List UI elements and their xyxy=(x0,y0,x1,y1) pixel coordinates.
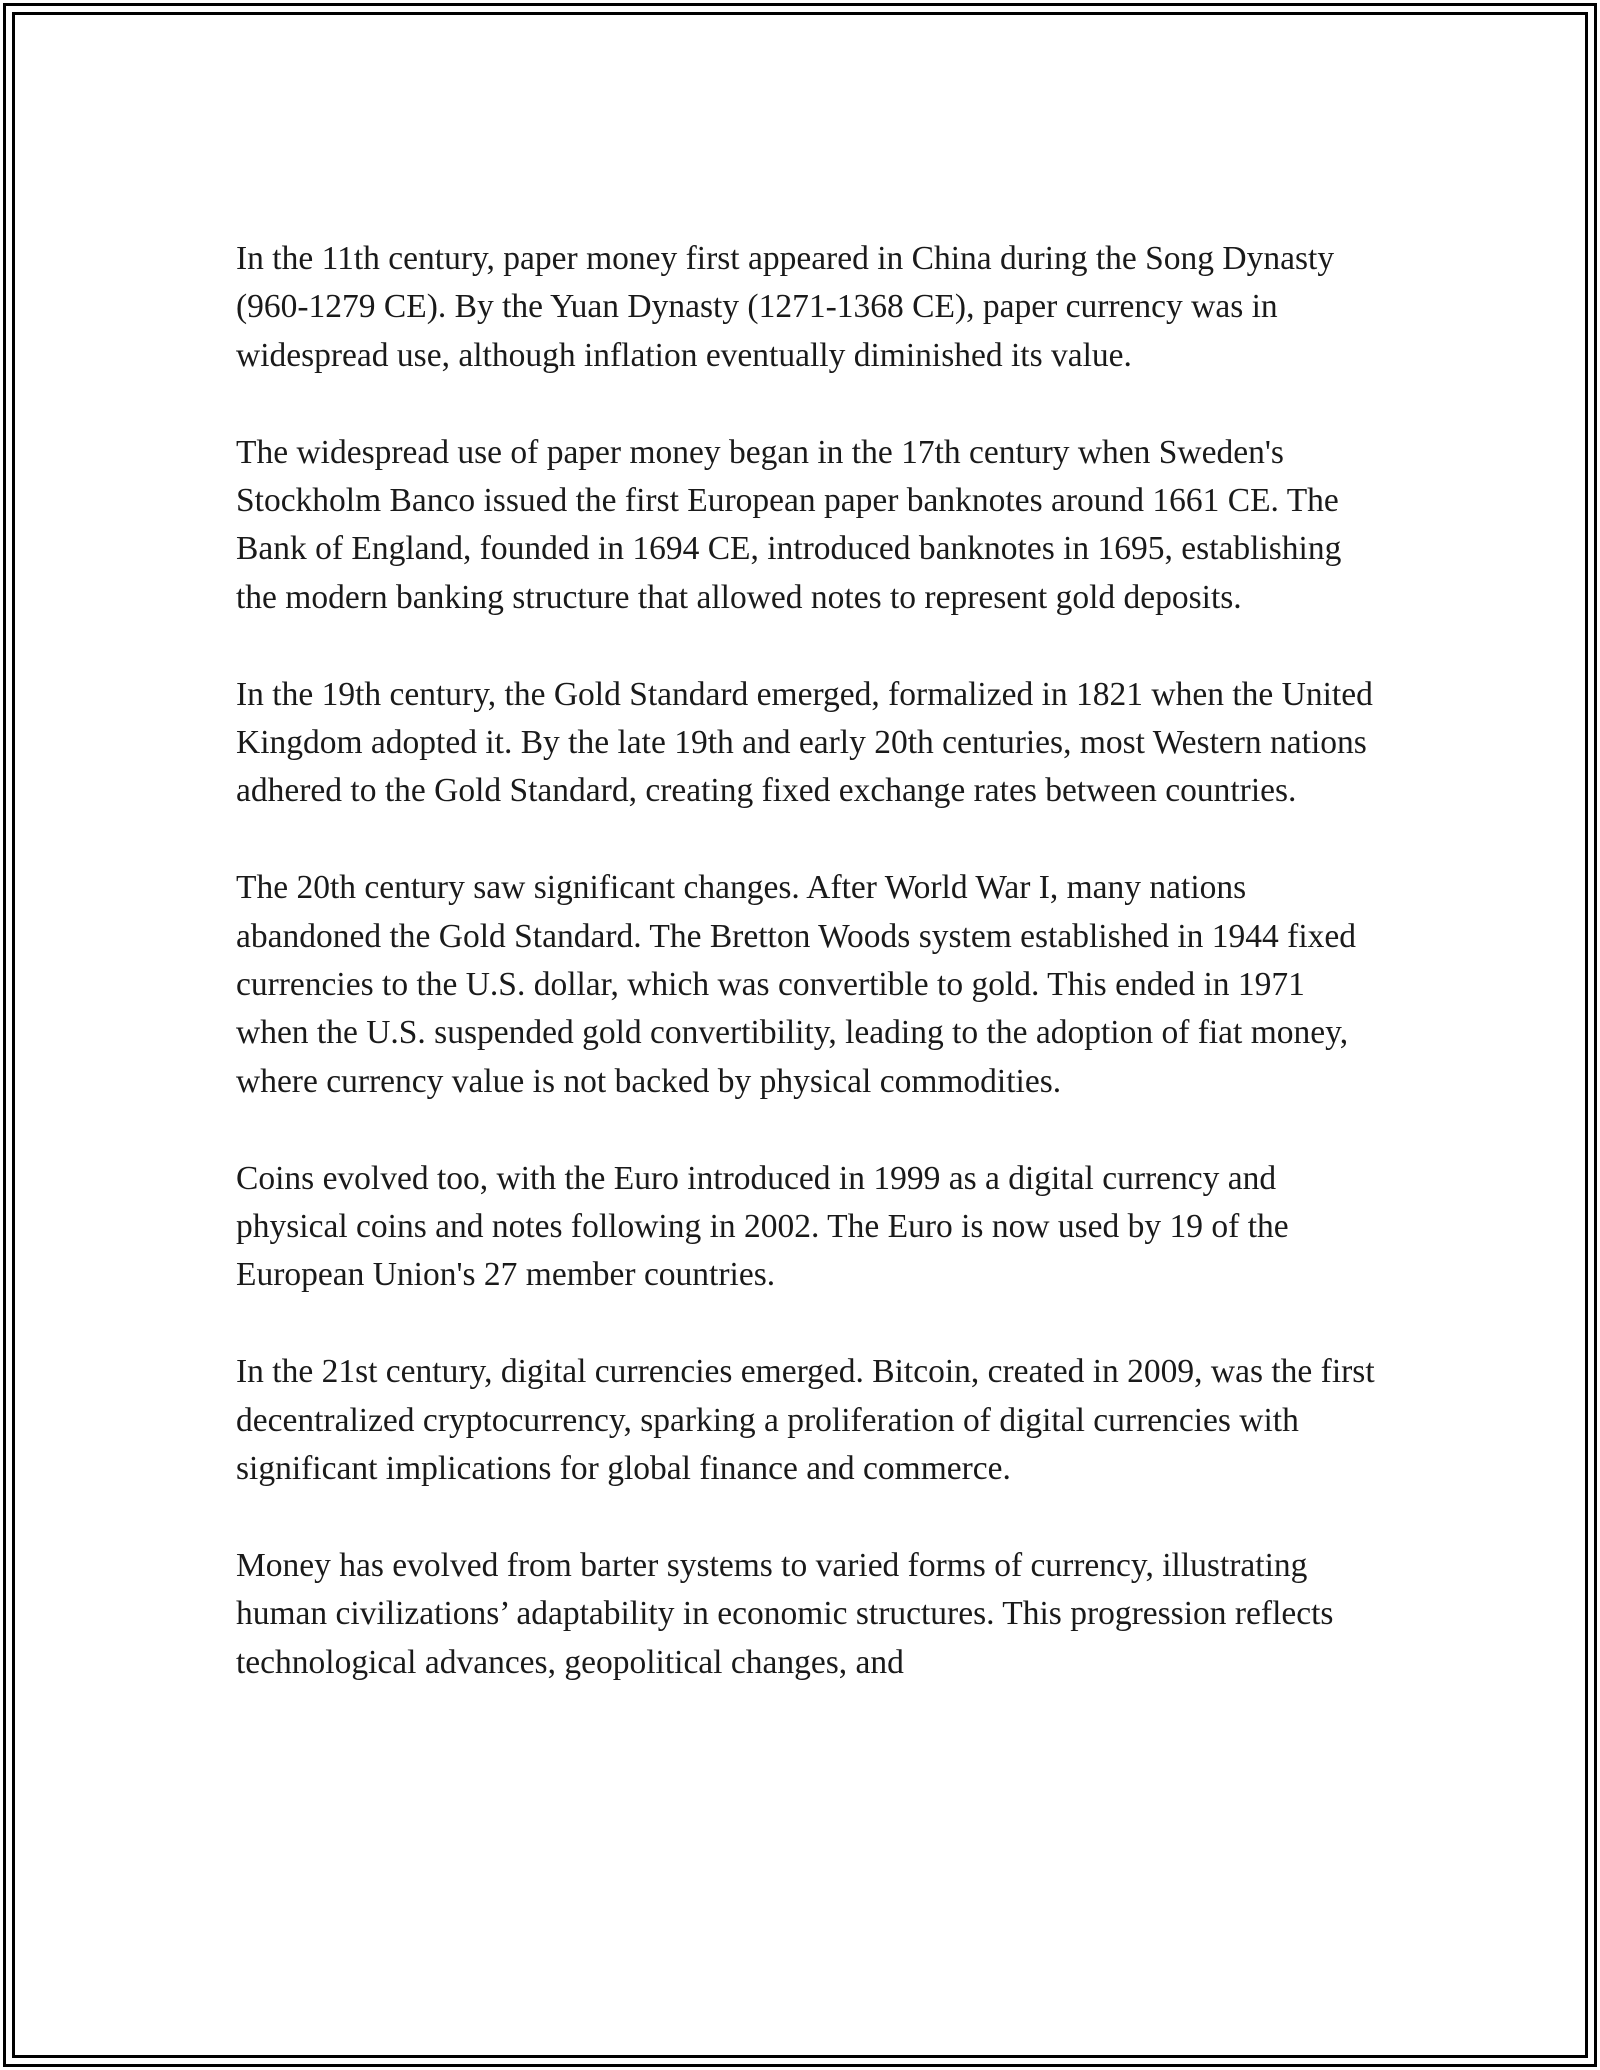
paragraph-european-banknotes: The widespread use of paper money began in the 17th century when Sweden's Stockholm Banco issued the first European paper banknotes around 1661 CE. The Bank of England, founded in 1694 CE, introduced banknotes in 1695, establishing the modern banking structure that allowed notes to represent gold deposits. xyxy=(236,433,1342,616)
document-body xyxy=(236,235,1376,1735)
paragraph-gold-standard: In the 19th century, the Gold Standard emerged, formalized in 1821 when the United Kingdom adopted it. By the late 19th and early 20th centuries, most Western nations adhered to the Gold Standard, creating fixed exchange rates between countries. xyxy=(236,675,1373,810)
paragraph-paper-money-china: In the 11th century, paper money first appeared in China during the Song Dynasty (960-1279 CE). By the Yuan Dynasty (1271-1368 CE), paper currency was in widespread use, although inflation eventually diminished its value. xyxy=(236,240,1335,374)
paragraph-conclusion: Money has evolved from barter systems to varied forms of currency, illustrating human civilizations’ adaptability in economic structures. This progression reflects technological advances, geopolitical changes, and xyxy=(236,1546,1334,1681)
paragraph-digital-currencies: In the 21st century, digital currencies emerged. Bitcoin, created in 2009, was the first decentralized cryptocurrency, sparking a proliferation of digital currencies with significant implications for global finance and commerce. xyxy=(236,1353,1375,1488)
paragraph-euro: Coins evolved too, with the Euro introduced in 1999 as a digital currency and physical coins and notes following in 2002. The Euro is now used by 19 of the European Union's 27 member countries. xyxy=(236,1159,1289,1294)
paragraph-20th-century: The 20th century saw significant changes. After World War I, many nations abandoned the Gold Standard. The Bretton Woods system established in 1944 fixed currencies to the U.S. dollar, which was convertible to gold. This ended in 1971 when the U.S. suspended gold convertibility, leading to the adoption of fiat money, where currency value is not backed by physical commodities. xyxy=(236,869,1356,1100)
